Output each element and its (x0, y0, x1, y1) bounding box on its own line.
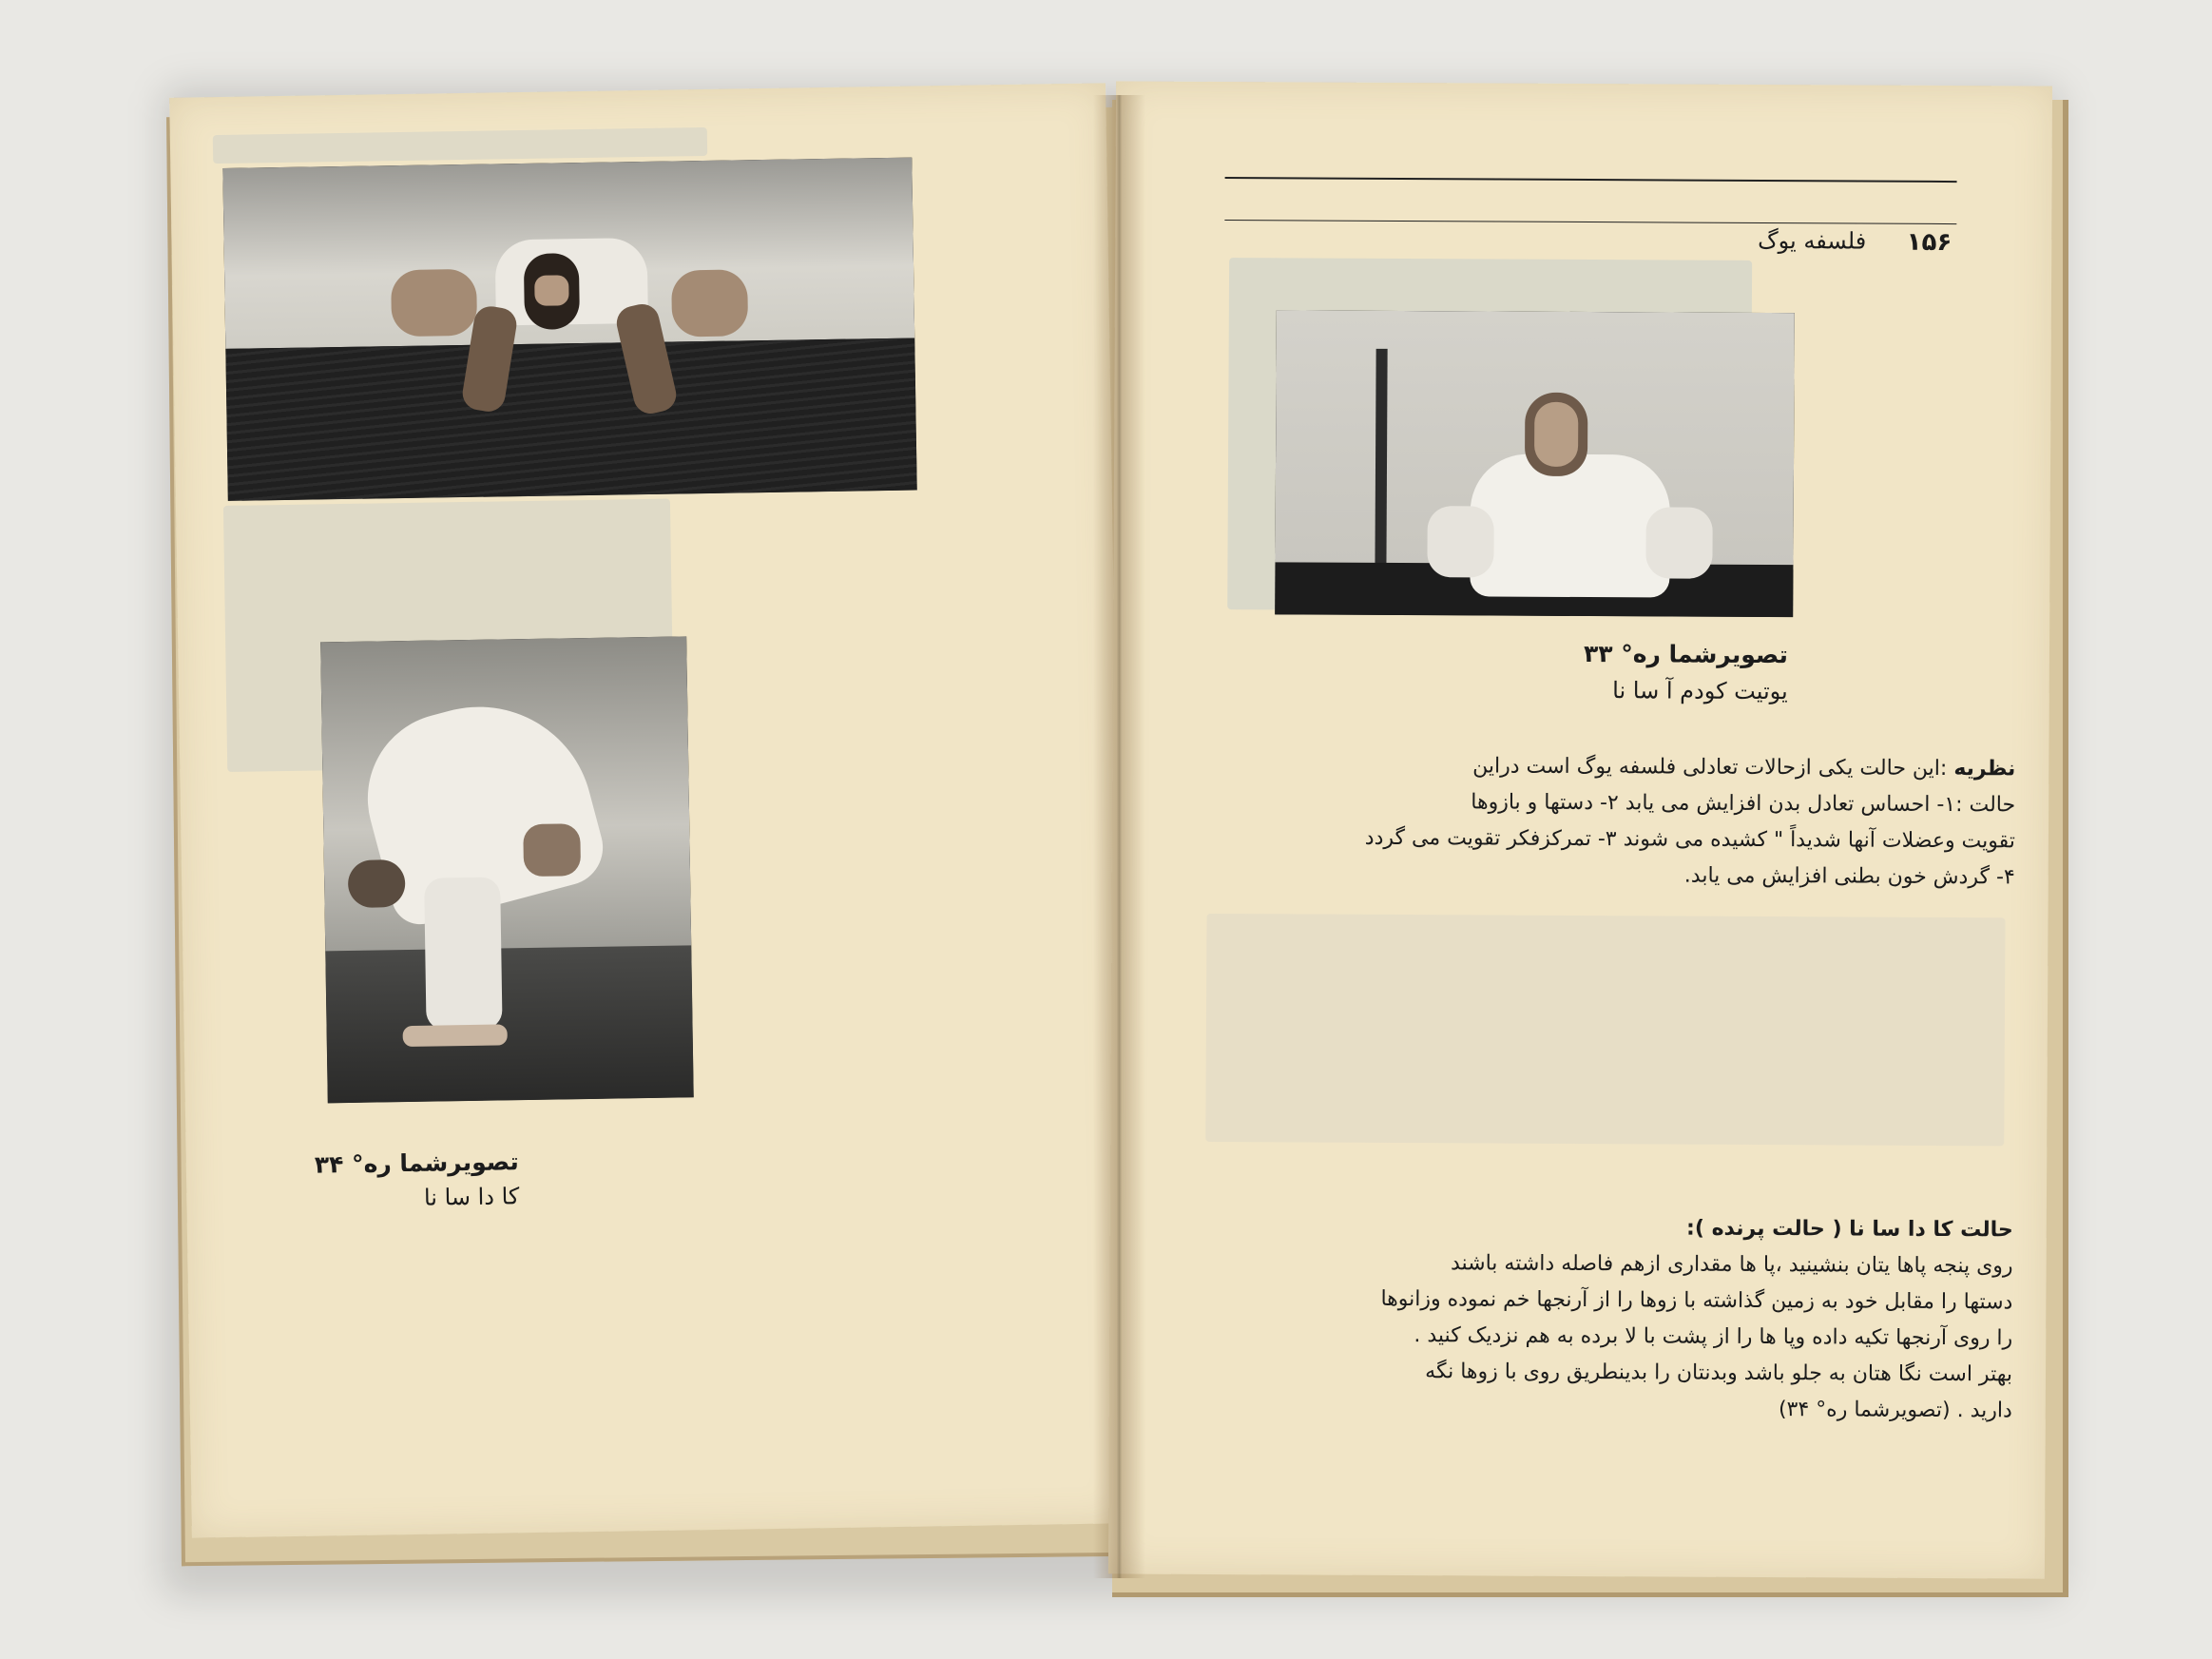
theory-line-1: :این حالت یکی ازحالات تعادلی فلسفه یوگ است دراین (1472, 754, 1948, 781)
pose-photo-bottom (320, 636, 694, 1103)
kadasana-line-2: دستها را مقابل خود به زمین گذاشته با زوها را از آرنجها خم نموده وزانوها (1380, 1286, 2013, 1315)
leg-left-shape (1427, 506, 1493, 577)
theory-label: نظریه (1953, 757, 2016, 781)
running-title: فلسفه یوگ (1758, 226, 1867, 255)
page-number: ۱۵۶ (1906, 227, 1952, 258)
kadasana-paragraph (1195, 1208, 2013, 1429)
face-shape (534, 275, 568, 306)
kadasana-line-5: دارید . (تصویرشما ره° ۳۴) (1778, 1398, 2012, 1423)
header-rule-bottom (1224, 220, 1956, 224)
left-page (169, 83, 1128, 1537)
leg-right-shape (671, 269, 748, 337)
door-frame-shape (1375, 349, 1387, 568)
header-rule-top (1225, 177, 1957, 183)
book-gutter (1093, 95, 1145, 1578)
show-through-text (213, 127, 707, 164)
feet-shape (523, 823, 581, 877)
theory-paragraph (1198, 747, 2016, 897)
figure-33-title: تصویرشما ره° ۳۳ (1583, 640, 1789, 669)
pose-photo-top (222, 158, 916, 501)
theory-line-3: تقویت وعضلات آنها شدیداً " کشیده می شوند ۳- تمرکزفکر تقویت می گردد (1364, 825, 2016, 854)
leg-left-shape (391, 269, 477, 337)
right-page (1108, 81, 2052, 1578)
face-shape (1534, 402, 1578, 467)
figure-34-subtitle: کا دا سا نا (423, 1183, 520, 1211)
arm-robe-shape (424, 877, 503, 1030)
head-shape (348, 859, 406, 908)
kadasana-line-4: بهتر است نگا هتان به جلو باشد وبدنتان را بدینطریق روی با زوها نگه (1425, 1360, 2013, 1387)
leg-right-shape (1645, 507, 1712, 578)
pose-photo-33 (1275, 310, 1795, 617)
kadasana-line-1: روی پنجه پاها یتان بنشینید ،پا ها مقداری ازهم فاصله داشته باشند (1450, 1251, 2013, 1279)
kadasana-line-3: را روی آرنجها تکیه داده وپا ها را از پشت با لا برده به هم نزدیک کنید . (1414, 1323, 2013, 1351)
theory-line-4: ۴- گردش خون بطنی افزایش می یابد. (1683, 863, 2015, 890)
figure-34-caption (234, 1148, 520, 1214)
robe-shape (1470, 453, 1670, 597)
theory-line-2: حالت :۱- احساس تعادل بدن افزایش می یابد ۲- دستها و بازوها (1471, 790, 2016, 818)
hands-shape (403, 1024, 508, 1047)
kadasana-heading: حالت کا دا سا نا ( حالت پرنده ): (1686, 1216, 2013, 1243)
figure-33-subtitle: یوتیت کودم آ سا نا (1612, 677, 1788, 705)
show-through-text (1205, 914, 2005, 1146)
figure-34-title: تصویرشما ره° ۳۴ (314, 1148, 520, 1179)
figure-33-caption (1436, 639, 1788, 704)
